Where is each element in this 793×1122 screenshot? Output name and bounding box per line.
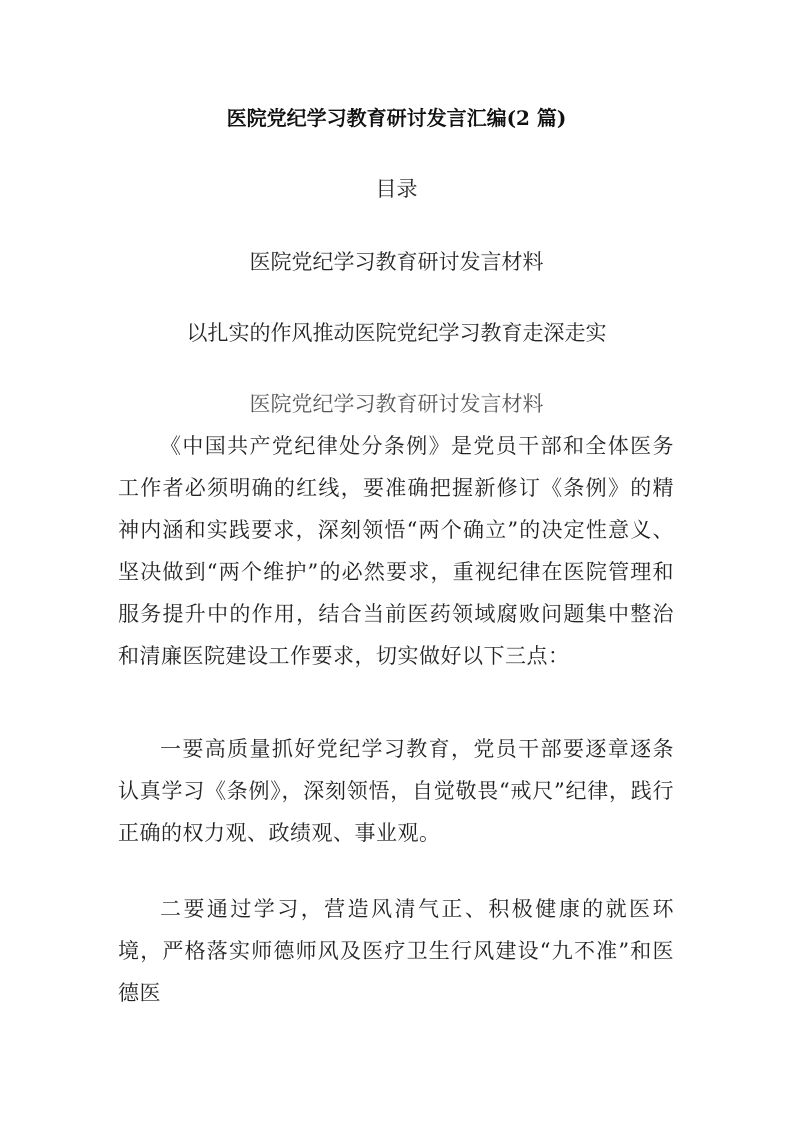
toc-item: 以扎实的作风推动医院党纪学习教育走深走实: [186, 321, 607, 345]
body-paragraph: 一要高质量抓好党纪学习教育，党员干部要逐章逐条认真学习《条例》，深刻领悟，自觉敬畏“戒尺”纪律，践行正确的权力观、政绩观、事业观。: [118, 737, 674, 845]
section-title: 医院党纪学习教育研讨发言材料: [249, 392, 544, 416]
toc-item: 医院党纪学习教育研讨发言材料: [249, 250, 544, 274]
document-title: 医院党纪学习教育研讨发言汇编(2 篇): [226, 106, 567, 130]
body-paragraph: 二要通过学习，营造风清气正、积极健康的就医环境，严格落实师德师风及医疗卫生行风建设“九不准”和医德医: [118, 897, 674, 1005]
toc-heading: 目录: [375, 177, 418, 201]
body-paragraph: 《中国共产党纪律处分条例》是党员干部和全体医务工作者必须明确的红线，要准确把握新修订《条例》的精神内涵和实践要求，深刻领悟“两个确立”的决定性意义、坚决做到“两个维护”的必然要求，重视纪律在医院管理和服务提升中的作用，结合当前医药领域腐败问题集中整治和清廉医院建设工作要求，切实做好以下三点：: [118, 434, 674, 668]
